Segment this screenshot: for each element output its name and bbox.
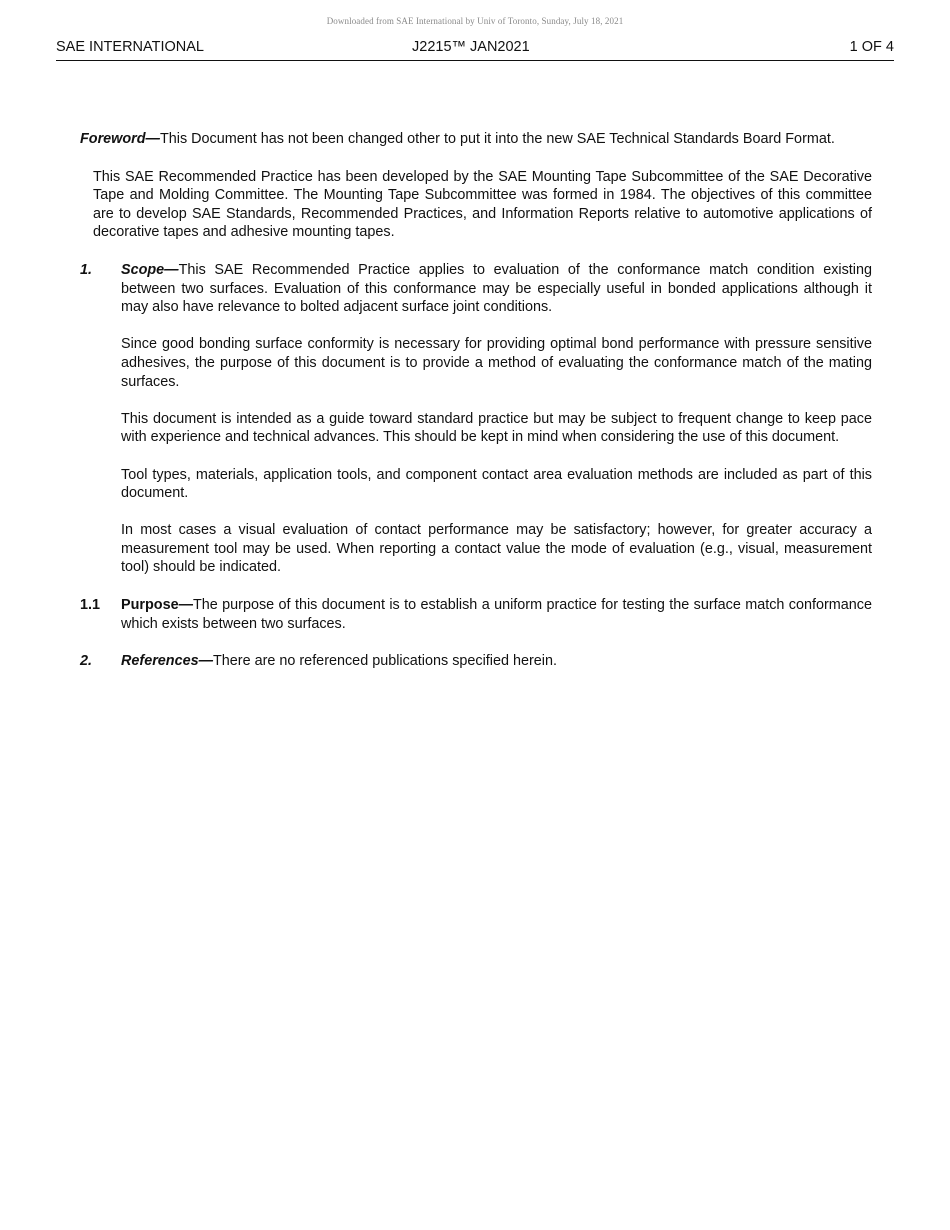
download-watermark: Downloaded from SAE International by Univ of Toronto, Sunday, July 18, 2021 [326, 16, 624, 26]
header-org: SAE INTERNATIONAL [56, 39, 204, 55]
purpose-text: The purpose of this document is to establish a uniform practice for testing the surface match conformance which exists between two surfaces. [121, 597, 872, 632]
foreword-body: This SAE Recommended Practice has been developed by the SAE Mounting Tape Subcommittee of the SAE Decorative Tape and Molding Committee. The Mounting Tape Subcommittee was formed in 1984. The objectives of this committee are to develop SAE Standards, Recommended Practices, and Information Reports relative to automotive applications of decorative tapes and adhesive mounting tapes. [93, 168, 872, 241]
document-body [80, 130, 872, 671]
foreword-heading: Foreword— [80, 131, 160, 147]
section-references [80, 652, 872, 671]
references-text: There are no referenced publications specified herein. [213, 653, 557, 670]
purpose-paragraph [121, 596, 872, 633]
purpose-heading: Purpose— [121, 597, 193, 614]
section-number: 2. [80, 653, 93, 670]
section-purpose [80, 596, 872, 633]
foreword-text: This Document has not been changed other to put it into the new SAE Technical Standards Board Format. [159, 131, 835, 147]
header-page-number: 1 OF 4 [849, 39, 894, 55]
scope-intro [121, 261, 872, 317]
page-header [56, 38, 894, 61]
header-doc-id: J2215™ JAN2021 [412, 39, 530, 55]
scope-text: This SAE Recommended Practice applies to evaluation of the conformance match condition existing between two surfaces. Evaluation of this conformance may be especially useful in bonded applications although it may also have relevance to bolted adjacent surface joint conditions. [121, 261, 872, 316]
references-heading: References— [121, 653, 213, 670]
scope-paragraph: Since good bonding surface conformity is necessary for providing optimal bond performance with pressure sensitive adhesives, the purpose of this document is to provide a method of evaluating the conformance match of the mating surfaces. [121, 336, 872, 390]
section-scope [80, 261, 872, 577]
scope-paragraph: Tool types, materials, application tools, and component contact area evaluation methods are included as part of this document. [121, 466, 872, 502]
foreword-paragraph [80, 130, 872, 149]
section-number: 1.1 [80, 597, 101, 614]
references-paragraph [121, 652, 872, 671]
scope-heading: Scope— [121, 261, 179, 278]
scope-paragraph: This document is intended as a guide toward standard practice but may be subject to frequent change to keep pace with experience and technical advances. This should be kept in mind when considering the use of this document. [121, 410, 872, 446]
scope-paragraph: In most cases a visual evaluation of contact performance may be satisfactory; however, for greater accuracy a measurement tool may be used. When reporting a contact value the mode of evaluation (e.g., visual, measurement tool) should be indicated. [121, 522, 872, 576]
section-number: 1. [80, 261, 93, 278]
